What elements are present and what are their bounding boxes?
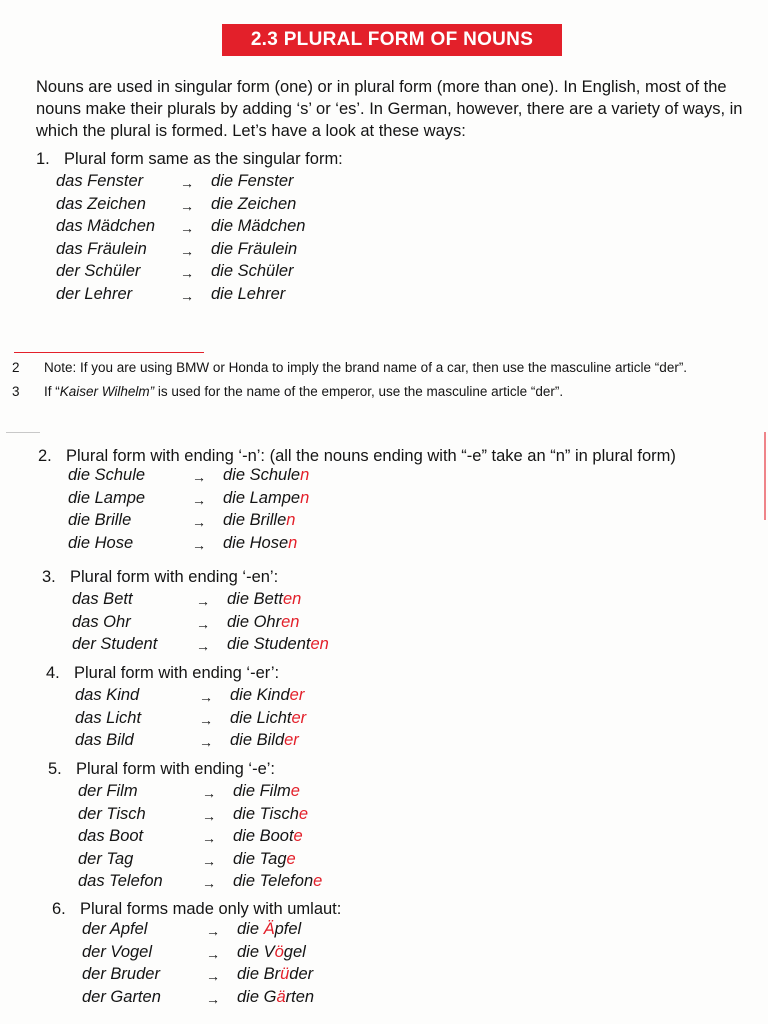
footnote-emphasis: Kaiser Wilhelm” (59, 384, 155, 399)
page-divider (6, 432, 40, 433)
singular-noun: der Student (72, 635, 158, 654)
arrow-icon: → (180, 287, 194, 304)
plural-ending: e (298, 804, 309, 823)
plural-stem: die Boot (233, 827, 294, 846)
section-5-title (48, 760, 275, 779)
plural-ending: n (300, 466, 310, 484)
plural-noun (233, 872, 322, 891)
section-number: 2. (38, 447, 52, 465)
plural-noun (237, 965, 313, 984)
plural-stem: die Lehrer (211, 284, 286, 303)
plural-noun (227, 635, 329, 654)
plural-noun (233, 805, 308, 824)
plural-stem: die Zeichen (211, 194, 297, 213)
arrow-icon: → (192, 491, 206, 508)
plural-prefix: die V (237, 942, 275, 961)
singular-noun: die Schule (68, 466, 146, 484)
singular-noun: die Brille (68, 511, 132, 530)
plural-noun (237, 920, 301, 939)
section-heading: 2.3 PLURAL FORM OF NOUNS (222, 24, 562, 56)
section-title-text: Plural form with ending ‘-n’: (all the nouns ending with “-e” take an “n” in plural form) (66, 447, 676, 465)
plural-stem: die Schüler (211, 262, 294, 281)
arrow-icon: → (180, 175, 194, 191)
singular-noun: der Apfel (82, 920, 148, 938)
singular-noun: der Garten (82, 987, 161, 1006)
plural-ending: e (313, 872, 323, 891)
plural-prefix: die (237, 920, 264, 938)
singular-noun: der Schüler (56, 262, 141, 281)
plural-stem: die Ohr (227, 612, 282, 631)
plural-prefix: die Br (237, 965, 281, 984)
section-number: 6. (52, 900, 66, 918)
arrow-icon: → (206, 923, 220, 939)
section-title-text: Plural forms made only with umlaut: (80, 900, 342, 918)
arrow-icon: → (202, 852, 216, 869)
plural-suffix: pfel (274, 920, 302, 938)
arrow-icon: → (196, 638, 210, 655)
singular-noun: das Ohr (72, 612, 131, 631)
singular-noun: der Lehrer (56, 284, 133, 303)
plural-stem: die Licht (230, 708, 292, 727)
plural-stem: die Tisch (233, 804, 299, 823)
plural-noun (223, 466, 309, 485)
plural-ending: en (281, 612, 300, 631)
plural-noun (223, 489, 309, 508)
page-edge-mark (764, 432, 766, 520)
plural-stem: die Bild (230, 731, 285, 750)
plural-noun (211, 285, 285, 304)
section-2-title (38, 447, 676, 466)
intro-paragraph: Nouns are used in singular form (one) or in plural form (more than one). In English, most of the nouns make their plurals by adding ‘s’ or ‘es’. In German, however, there are a variety of ways, in which the plural is formed. Let’s have a look at these ways: (36, 78, 743, 140)
arrow-icon: → (206, 945, 220, 962)
plural-prefix: die G (237, 987, 277, 1006)
plural-umlaut: Ä (263, 920, 275, 938)
section-number: 3. (42, 568, 56, 586)
arrow-icon: → (180, 220, 194, 237)
plural-stem: die Schule (223, 466, 301, 484)
plural-stem: die Brille (223, 511, 287, 530)
plural-noun (211, 217, 305, 236)
plural-noun (237, 943, 306, 962)
singular-noun: der Tag (78, 849, 134, 868)
plural-ending: er (291, 708, 307, 727)
plural-ending: en (310, 635, 329, 654)
singular-noun: das Bett (72, 590, 133, 608)
plural-stem: die Fräulein (211, 239, 298, 258)
plural-noun (227, 613, 299, 632)
plural-noun (223, 534, 297, 553)
plural-umlaut: ö (274, 942, 284, 961)
arrow-icon: → (180, 197, 194, 214)
footnote-2 (12, 360, 687, 375)
plural-noun (211, 172, 294, 191)
section-4-title (46, 664, 279, 683)
section-number: 1. (36, 150, 50, 168)
plural-ending: e (286, 849, 296, 868)
arrow-icon: → (199, 734, 213, 751)
singular-noun: das Boot (78, 827, 144, 846)
plural-ending: n (288, 533, 298, 552)
plural-noun (211, 195, 296, 214)
plural-noun (230, 709, 306, 728)
footnote-text-pre: If “ (44, 384, 60, 399)
arrow-icon: → (192, 514, 206, 531)
plural-noun (223, 511, 295, 530)
plural-umlaut: ä (276, 987, 286, 1006)
footnote-rule (14, 352, 204, 353)
singular-noun: das Mädchen (56, 217, 156, 236)
singular-noun: das Kind (75, 686, 140, 704)
plural-ending: n (300, 488, 310, 507)
plural-stem: die Kind (230, 686, 290, 704)
section-title-text: Plural form with ending ‘-er’: (74, 664, 280, 682)
arrow-icon: → (206, 990, 220, 1007)
footnote-text-post: is used for the name of the emperor, use the masculine article “der”. (154, 384, 564, 399)
plural-ending: er (289, 686, 305, 704)
plural-stem: die Tag (233, 849, 287, 868)
arrow-icon: → (196, 593, 210, 609)
plural-noun (230, 686, 304, 705)
plural-suffix: gel (283, 942, 306, 961)
arrow-icon: → (196, 615, 210, 632)
arrow-icon: → (192, 469, 206, 485)
plural-suffix: rten (285, 987, 315, 1006)
plural-noun (233, 827, 303, 846)
plural-stem: die Fenster (211, 172, 294, 190)
singular-noun: das Fenster (56, 172, 144, 190)
arrow-icon: → (202, 875, 216, 892)
arrow-icon: → (192, 536, 206, 553)
singular-noun: der Vogel (82, 942, 153, 961)
plural-stem: die Lampe (223, 488, 301, 507)
plural-noun (233, 850, 296, 869)
section-6-title (52, 900, 341, 919)
section-title-text: Plural form with ending ‘-e’: (76, 760, 275, 778)
singular-noun: der Tisch (78, 804, 146, 823)
footnote-number: 2 (12, 360, 20, 375)
plural-ending: en (282, 590, 302, 608)
footnote-3 (12, 384, 563, 399)
arrow-icon: → (202, 807, 216, 824)
singular-noun: die Lampe (68, 488, 146, 507)
plural-noun (211, 240, 297, 259)
plural-noun (227, 590, 301, 609)
plural-stem: die Bett (227, 590, 283, 608)
section-title-text: Plural form same as the singular form: (64, 150, 343, 168)
singular-noun: das Licht (75, 708, 142, 727)
section-number: 4. (46, 664, 60, 682)
plural-ending: e (293, 827, 303, 846)
plural-stem: die Film (233, 782, 291, 800)
singular-noun: das Zeichen (56, 194, 146, 213)
plural-ending: e (290, 782, 300, 800)
section-number: 5. (48, 760, 62, 778)
arrow-icon: → (202, 785, 216, 801)
plural-noun (230, 731, 299, 750)
singular-noun: das Telefon (78, 872, 163, 891)
plural-suffix: der (289, 965, 314, 984)
section-3-title (42, 568, 278, 587)
arrow-icon: → (199, 711, 213, 728)
singular-noun: der Film (78, 782, 138, 800)
plural-noun (237, 988, 314, 1007)
plural-stem: die Telefon (233, 872, 314, 891)
arrow-icon: → (180, 265, 194, 282)
plural-ending: n (286, 511, 296, 530)
singular-noun: die Hose (68, 533, 134, 552)
singular-noun: das Fräulein (56, 239, 147, 258)
plural-umlaut: ü (280, 965, 290, 984)
section-title-text: Plural form with ending ‘-en’: (70, 568, 279, 586)
plural-stem: die Hose (223, 533, 289, 552)
plural-noun (233, 782, 300, 801)
plural-noun (211, 262, 294, 281)
arrow-icon: → (180, 242, 194, 259)
plural-ending: er (284, 731, 299, 750)
plural-stem: die Mädchen (211, 217, 306, 236)
section-1-title (36, 150, 343, 169)
footnote-number: 3 (12, 384, 20, 399)
arrow-icon: → (199, 689, 213, 705)
arrow-icon: → (202, 830, 216, 847)
singular-noun: der Bruder (82, 965, 160, 984)
singular-noun: das Bild (75, 731, 134, 750)
plural-stem: die Student (227, 635, 311, 654)
footnote-text: Note: If you are using BMW or Honda to imply the brand name of a car, then use the masculine article “der”. (44, 360, 688, 375)
arrow-icon: → (206, 968, 220, 985)
